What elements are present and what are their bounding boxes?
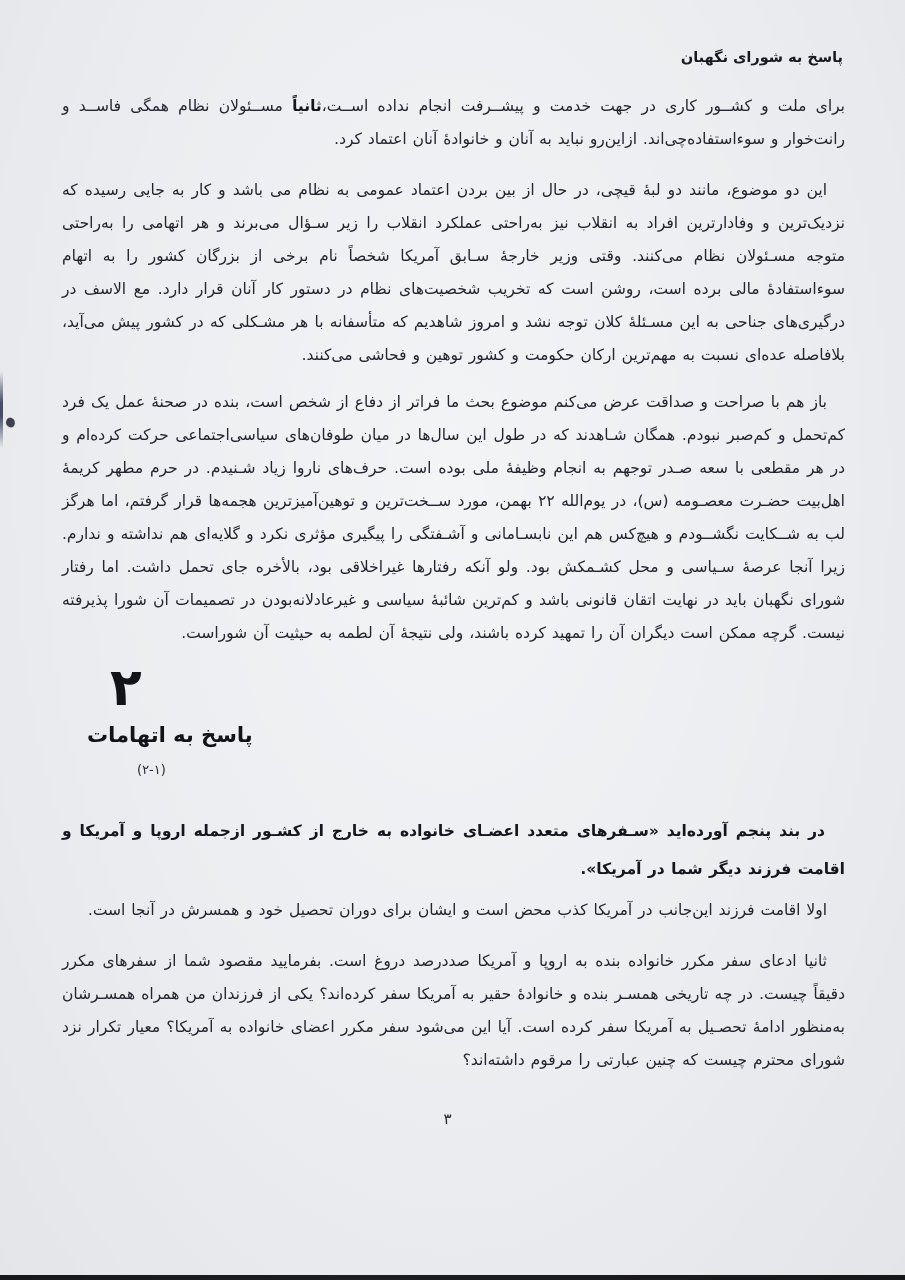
accusation-quote-paragraph: در بند پنجم آورده‌اید «سـفرهای متعدد اعضـای خانواده به خارج از کشـور ازجمله اروپا و آمریکا و اقامت فرزند دیگر شما در آمریکا». xyxy=(62,822,845,878)
paragraph-1-text-start: برای ملت و کشــور کاری در جهت خدمت و پیشــرفت انجام نداده اســت، xyxy=(321,97,845,115)
paragraph-3: باز هم با صراحت و صداقت عرض می‌کنم موضوع بحث ما فراتر از دفاع از شخص است، بنده در صحنهٔ عمل یک فرد کم‌تحمل و کم‌صبر نبودم. همگان شـاهدند که در طول این سال‌ها در میان طوفان‌های سیاسی‌اجتماعی حرکت کرده‌ام و در هر مقطعی با سعه صـدر توجهم به انجام وظیفهٔ ملی بوده است. حرف‌های ناروا زیاد شـنیدم. در حرم مطهر کریمهٔ اهل‌بیت حضـرت معصـومه (س)، در یوم‌الله ۲۲ بهمن، مورد ســخت‌ترین و توهین‌آمیزترین هجمه‌ها قرار گرفتم، اما هرگز لب به شــکایت نگشــودم و هیچ‌کس هم این نابسـامانی و آشـفتگی را پیگیری مؤثری نکرد و گلایه‌ای هم نداشته و ندارم. زیرا آنجا عرصهٔ سـیاسی و محل کشـمکش بود. ولو آنکه رفتارها غیراخلاقی بود، بالأخره جای تحمل داشت. اما رفتار شورای نگهبان باید در نهایت اتقان قانونی باشد و کم‌ترین شائبهٔ سیاسی و غیرعادلانه‌بودن در تصمیمات آن شورا پذیرفته نیست. گرچه ممکن است دیگران آن را تمهید کرده باشند، ولی نتیجهٔ آن لطمه به حیثیت آن شوراست. xyxy=(62,393,845,642)
running-header: پاسخ به شورای نگهبان xyxy=(680,50,843,66)
subsection-label: (۲-۱) xyxy=(137,763,166,778)
page-number: ۳ xyxy=(443,1110,452,1128)
scan-speck-artifact xyxy=(5,417,17,429)
paragraph-1-text-end: مســئولان نظام همگی فاســد و رانت‌خوار و سوءاستفاده‌چی‌اند. ازاین‌رو نباید به آنان و خانوادهٔ آنان اعتماد کرد. xyxy=(62,97,845,148)
paragraph-2: این دو موضوع، مانند دو لبهٔ قیچی، در حال از بین بردن اعتماد عمومی به نظام می باشد و کار به جایی رسیده که نزدیک‌ترین و وفادارترین افراد به انقلاب نیز به‌راحتی عملکرد انقلاب را زیر سـؤال می‌برند و هر اتهامی را به‌راحتی متوجه مسـئولان نظام می‌کنند. وقتی وزیر خارجهٔ سـابق آمریکا شخصاً نام برخی از بزرگان کشور را به اتهام سوءاستفادهٔ مالی برده است، روشن است که تخریب شخصیت‌های نظام در دستور کار آنان قرار دارد. مع الاسف در درگیری‌های جناحی به این مسـئلهٔ کلان توجه نشد و امروز شاهدیم که متأسفانه با هر مشـکلی که در کشور پیش می‌آید، بلافاصله عده‌ای نسبت به مهم‌ترین ارکان حکومت و کشور توهین و فحاشی می‌کنند. xyxy=(62,181,845,364)
chapter-number: ۲ xyxy=(110,658,142,718)
page-body xyxy=(62,90,845,1077)
paragraph-1-bold-word: ثانیاً xyxy=(292,97,322,115)
chapter-title: پاسخ به اتهامات xyxy=(87,723,253,747)
paragraph-1 xyxy=(62,90,845,156)
paragraph-5: ثانیا ادعای سفر مکرر خانواده بنده به اروپا و آمریکا صددرصد دروغ است. بفرمایید مقصود شما از سفرهای مکرر دقیقاً چیست. در چه تاریخی همسـر بنده و خانوادهٔ حقیر به آمریکا سفر کرده‌اند؟ یکی از فرزندان من همراه همسـرشان به‌منظور ادامهٔ تحصـیل به آمریکا سفر کرده است. آیا این می‌شود سفر مکرر اعضای خانواده به آمریکا؟ معیار تکرار نزد شورای محترم چیست که چنین عبارتی را مرقوم داشته‌اند؟ xyxy=(62,952,845,1069)
scan-bottom-edge-bar xyxy=(0,1275,905,1280)
scan-left-edge-artifact xyxy=(0,0,3,1280)
paragraph-4: اولا اقامت فرزند این‌جانب در آمریکا کذب محض است و ایشان برای دوران تحصیل خود و همسرش در آنجا است. xyxy=(87,901,827,919)
